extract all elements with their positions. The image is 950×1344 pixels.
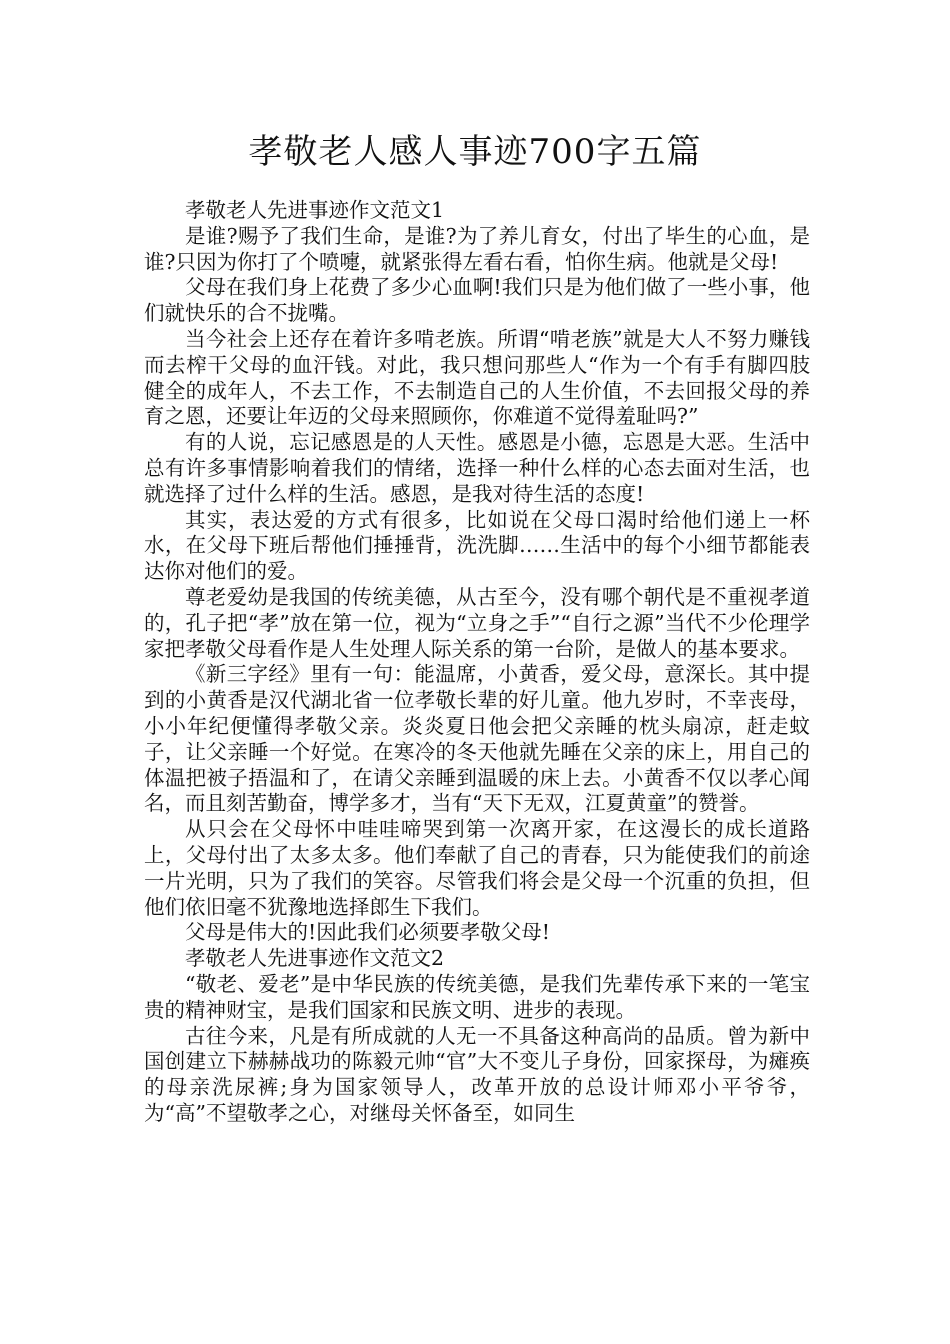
paragraph: “敬老、爱老”是中华民族的传统美德，是我们先辈传承下来的一笔宝贵的精神财宝，是我们国家和民族文明、进步的表现。 [144, 971, 810, 1022]
paragraph: 其实，表达爱的方式有很多，比如说在父母口渴时给他们递上一杯水，在父母下班后帮他们捶捶背，洗洗脚……生活中的每个小细节都能表达你对他们的爱。 [144, 507, 810, 584]
paragraph: 当今社会上还存在着许多啃老族。所谓“啃老族”就是大人不努力赚钱而去榨干父母的血汗钱。对此，我只想问那些人“作为一个有手有脚四肢健全的成年人，不去工作，不去制造自己的人生价值，不去回报父母的养育之恩，还要让年迈的父母来照顾你，你难道不觉得羞耻吗?” [144, 326, 810, 429]
paragraph: 有的人说，忘记感恩是的人天性。感恩是小德，忘恩是大恶。生活中总有许多事情影响着我们的情绪，选择一种什么样的心态去面对生活，也就选择了过什么样的生活。感恩，是我对待生活的态度! [144, 430, 810, 506]
section-heading-2: 孝敬老人先进事迹作文范文2 [185, 946, 445, 971]
document-body [144, 198, 810, 1127]
paragraph: 是谁?赐予了我们生命，是谁?为了养儿育女，付出了毕生的心血，是谁?只因为你打了个喷嚏，就紧张得左看右看，怕你生病。他就是父母! [144, 223, 810, 274]
paragraph: 父母在我们身上花费了多少心血啊!我们只是为他们做了一些小事，他们就快乐的合不拢嘴。 [144, 275, 810, 326]
paragraph: 从只会在父母怀中哇哇啼哭到第一次离开家，在这漫长的成长道路上，父母付出了太多太多。他们奉献了自己的青春，只为能使我们的前途一片光明，只为了我们的笑容。尽管我们将会是父母一个沉重的负担，但他们依旧毫不犹豫地选择郎生下我们。 [144, 817, 810, 919]
paragraph: 《新三字经》里有一句：能温席，小黄香，爱父母，意深长。其中提到的小黄香是汉代湖北省一位孝敬长辈的好儿童。他九岁时，不幸丧母，小小年纪便懂得孝敬父亲。炎炎夏日他会把父亲睡的枕头扇凉，赶走蚊子，让父亲睡一个好觉。在寒冷的冬天他就先睡在父亲的床上，用自己的体温把被子捂温和了，在请父亲睡到温暖的床上去。小黄香不仅以孝心闻名，而且刻苦勤奋，博学多才，当有“天下无双，江夏黄童”的赞誉。 [144, 662, 810, 816]
paragraph: 尊老爱幼是我国的传统美德，从古至今，没有哪个朝代是不重视孝道的，孔子把“孝”放在第一位，视为“立身之手”“自行之源”当代不少伦理学家把孝敬父母看作是人生处理人际关系的第一台阶，是做人的基本要求。 [144, 584, 810, 661]
paragraph: 古往今来，凡是有所成就的人无一不具备这种高尚的品质。曾为新中国创建立下赫赫战功的陈毅元帅“官”大不变儿子身份，回家探母，为瘫痪的母亲洗尿裤;身为国家领导人，改革开放的总设计师邓小平爷爷，为“高”不望敬孝之心，对继母关怀备至，如同生 [144, 1023, 810, 1125]
paragraph: 父母是伟大的!因此我们必须要孝敬父母! [185, 920, 550, 945]
section-heading-1: 孝敬老人先进事迹作文范文1 [185, 198, 445, 222]
document-title: 孝敬老人感人事迹700字五篇 [248, 132, 702, 172]
